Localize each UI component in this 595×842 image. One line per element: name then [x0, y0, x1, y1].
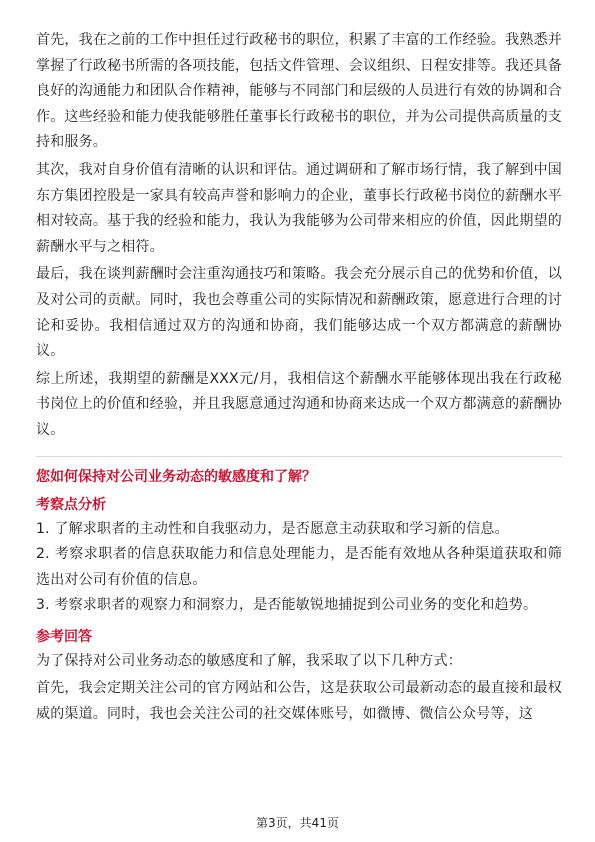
page-content	[36, 28, 562, 730]
analysis-item: 2. 考察求职者的信息获取能力和信息处理能力，是否能有效地从各种渠道获取和筛选出对公司有价值的信息。	[36, 546, 562, 588]
answer-heading: 参考回答	[36, 628, 92, 645]
analysis-item: 1. 了解求职者的主动性和自我驱动力，是否愿意主动获取和学习新的信息。	[36, 520, 509, 537]
question-title: 您如何保持对公司业务动态的敏感度和了解？	[36, 468, 316, 485]
section-divider	[36, 456, 562, 457]
analysis-heading: 考察点分析	[36, 496, 106, 513]
body-paragraph: 首先，我在之前的工作中担任过行政秘书的职位，积累了丰富的工作经验。我熟悉并掌握了行政秘书所需的各项技能，包括文件管理、会议组织、日程安排等。我还具备良好的沟通能力和团队合作精神，能够与不同部门和层级的人员进行有效的协调和合作。这些经验和能力使我能够胜任董事长行政秘书的职位，并为公司提供高质量的支持和服务。	[36, 32, 562, 151]
answer-paragraph: 为了保持对公司业务动态的敏感度和了解，我采取了以下几种方式：	[36, 652, 462, 669]
answer-paragraph: 首先，我会定期关注公司的官方网站和公告，这是获取公司最新动态的最直接和最权威的渠道。同时，我也会关注公司的社交媒体账号，如微博、微信公众号等，这	[36, 680, 562, 723]
body-paragraph: 其次，我对自身价值有清晰的认识和评估。通过调研和了解市场行情，我了解到中国东方集团控股是一家具有较高声誉和影响力的企业，董事长行政秘书岗位的薪酬水平相对较高。基于我的经验和能力，我认为我能够为公司带来相应的价值，因此期望的薪酬水平与之相符。	[36, 161, 562, 255]
analysis-item: 3. 考察求职者的观察力和洞察力，是否能敏锐地捕捉到公司业务的变化和趋势。	[36, 597, 538, 614]
body-paragraph: 最后，我在谈判薪酬时会注重沟通技巧和策略。我会充分展示自己的优势和价值，以及对公司的贡献。同时，我也会尊重公司的实际情况和薪酬政策，愿意进行合理的讨论和妥协。我相信通过双方的沟通和协商，我们能够达成一个双方都满意的薪酬协议。	[36, 266, 562, 360]
page-number: 第3页，共41页	[256, 816, 339, 830]
body-paragraph: 综上所述，我期望的薪酬是XXX元/月，我相信这个薪酬水平能够体现出我在行政秘书岗位上的价值和经验，并且我愿意通过沟通和协商来达成一个双方都满意的薪酬协议。	[36, 370, 562, 438]
